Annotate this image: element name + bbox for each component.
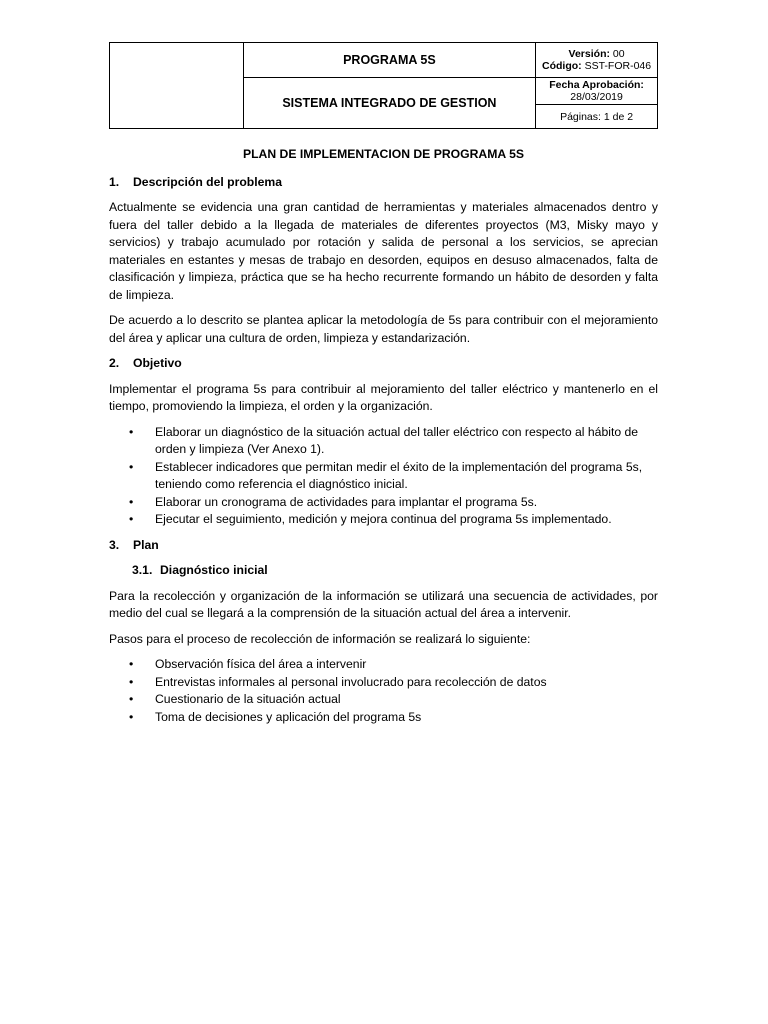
list-item: • Elaborar un cronograma de actividades para implantar el programa 5s. xyxy=(109,494,658,512)
bullet-icon: • xyxy=(129,459,134,474)
section-number: 1. xyxy=(109,174,120,189)
system-title: SISTEMA INTEGRADO DE GESTION xyxy=(243,78,535,129)
list-item: • Entrevistas informales al personal involucrado para recolección de datos xyxy=(109,674,658,692)
section-title: Plan xyxy=(133,537,159,552)
subsection-3-1-heading xyxy=(132,562,658,580)
section-title: Objetivo xyxy=(133,356,182,370)
bullet-icon: • xyxy=(129,709,134,724)
bullet-icon: • xyxy=(129,424,134,439)
paragraph: Para la recolección y organización de la información se utilizará una secuencia de actividades, por medio del cual se llegará a la comprensión de la situación actual del área a intervenir. xyxy=(109,588,658,620)
bullet-icon: • xyxy=(129,692,134,706)
section-2-heading xyxy=(109,355,658,373)
program-title: PROGRAMA 5S xyxy=(243,43,535,78)
logo-cell xyxy=(110,43,244,129)
code-label: Código: xyxy=(542,60,582,72)
bullet-icon: • xyxy=(129,674,134,689)
section-1-heading xyxy=(109,174,658,192)
steps-list xyxy=(109,656,658,726)
bullet-icon: • xyxy=(129,657,134,671)
document-body xyxy=(109,146,658,734)
version-label: Versión: xyxy=(568,48,610,60)
subsection-title: Diagnóstico inicial xyxy=(160,563,268,577)
section-number: 2. xyxy=(109,356,120,370)
document-header-table xyxy=(109,42,658,129)
pages-count: Páginas: 1 de 2 xyxy=(536,105,658,129)
approval-label: Fecha Aprobación: xyxy=(549,79,644,91)
list-item: • Establecer indicadores que permitan medir el éxito de la implementación del programa 5s, teniendo como referencia el diagnóstico inicial. xyxy=(129,459,643,491)
list-item: • Observación física del área a intervenir xyxy=(109,656,658,674)
list-item: • Cuestionario de la situación actual xyxy=(109,691,658,709)
list-item: • Toma de decisiones y aplicación del programa 5s xyxy=(109,709,658,727)
bullet-icon: • xyxy=(129,494,134,509)
code-value: SST-FOR-046 xyxy=(584,60,652,72)
section-number: 3. xyxy=(109,537,120,552)
approval-cell xyxy=(536,78,658,105)
version-value: 00 xyxy=(612,48,625,60)
subsection-number: 3.1. xyxy=(132,563,153,577)
section-title: Descripción del problema xyxy=(133,174,282,189)
bullet-icon: • xyxy=(129,512,134,526)
approval-date: 28/03/2019 xyxy=(570,91,623,103)
paragraph: Actualmente se evidencia una gran cantidad de herramientas y materiales almacenados dentro y fuera del taller debido a la llegada de materiales de diferentes proyectos (M3, Misky mayo y servicios) y trabajo acumulado por rotación y salida de personal a los servicios, se aprecian materiales en estantes y mesas de trabajo en desorden, equipos en desuso almacenados, falta de clasificación y limpieza, práctica que se ha hecho recurrente formando un hábito de desorden y falta de limpieza. xyxy=(109,200,658,302)
version-code-cell xyxy=(536,43,658,78)
document-title: PLAN DE IMPLEMENTACION DE PROGRAMA 5S xyxy=(242,147,524,161)
paragraph: Implementar el programa 5s para contribuir al mejoramiento del taller eléctrico y mantenerlo en el tiempo, promoviendo la limpieza, el orden y la organización. xyxy=(109,381,658,413)
paragraph: Pasos para el proceso de recolección de información se realizará lo siguiente: xyxy=(109,631,531,646)
section-3-heading xyxy=(109,537,658,555)
list-item: • Ejecutar el seguimiento, medición y mejora continua del programa 5s implementado. xyxy=(109,511,658,529)
objective-list xyxy=(109,424,658,529)
list-item: • Elaborar un diagnóstico de la situación actual del taller eléctrico con respecto al hábito de orden y limpieza (Ver Anexo 1). xyxy=(129,424,639,456)
paragraph: De acuerdo a lo descrito se plantea aplicar la metodología de 5s para contribuir con el mejoramiento del área y aplicar una cultura de orden, limpieza y estandarización. xyxy=(109,313,658,345)
